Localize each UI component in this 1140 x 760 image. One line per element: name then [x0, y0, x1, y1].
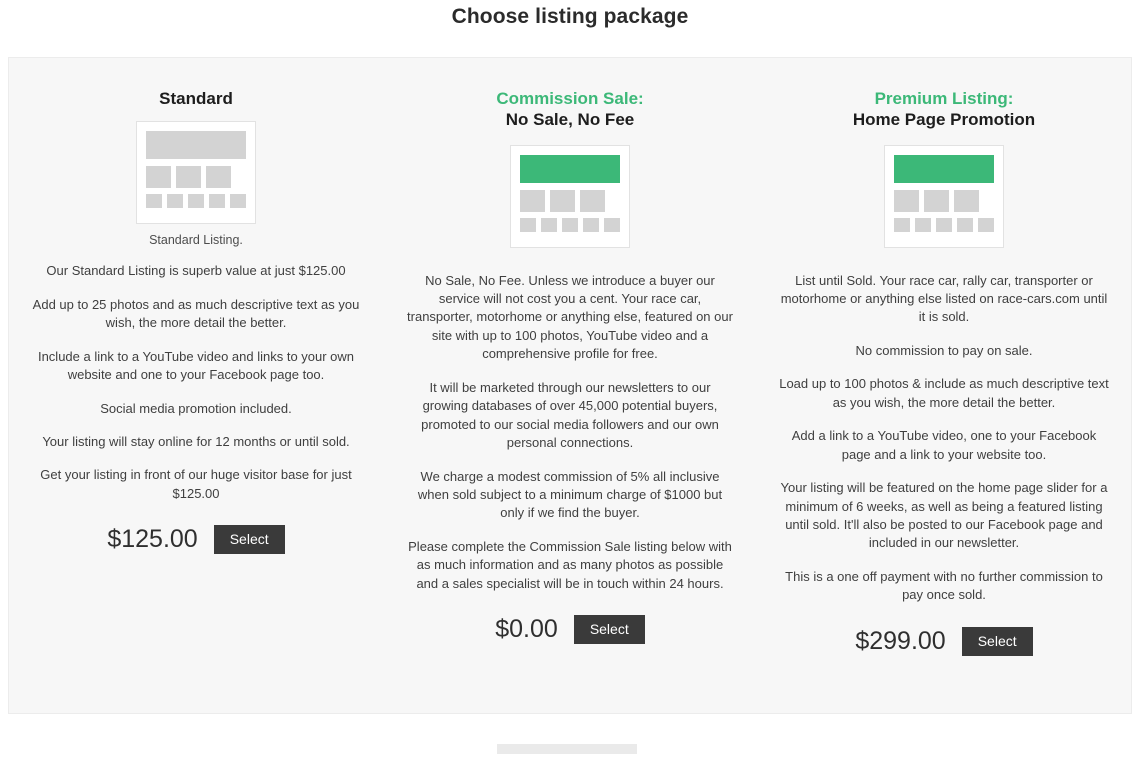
package-price-row-commission — [495, 615, 644, 644]
package-paragraph: List until Sold. Your race car, rally car, transporter or motorhome or anything else listed on race-cars.com until it is sold. — [780, 272, 1108, 325]
package-paragraph-block — [405, 272, 735, 364]
package-card-standard[interactable] — [9, 58, 383, 713]
package-paragraph-block — [31, 262, 361, 280]
package-paragraph: It will be marketed through our newsletters to our growing databases of over 45,000 potential buyers, promoted to our social media followers and our own personal connections. — [421, 379, 719, 451]
thumbnail-cell — [176, 166, 201, 188]
package-paragraph-block — [779, 427, 1109, 464]
thumbnail-cell — [604, 218, 620, 232]
package-paragraph: Get your listing in front of our huge visitor base for just $125.00 — [40, 467, 352, 501]
package-paragraph: Your listing will stay online for 12 months or until sold. — [42, 433, 350, 449]
thumbnail-cell — [936, 218, 952, 232]
package-thumbnail-wrap-premium — [884, 145, 1004, 248]
thumbnail-cell — [520, 190, 545, 212]
package-title-plain: Standard — [159, 89, 233, 108]
package-paragraph-block — [31, 348, 361, 385]
thumbnail-cell — [583, 218, 599, 232]
listing-layout-thumbnail-icon — [884, 145, 1004, 248]
package-paragraph-block — [779, 479, 1109, 553]
package-paragraph-block — [405, 468, 735, 523]
thumbnail-cell — [230, 194, 246, 208]
package-title-accent: Premium Listing: — [874, 89, 1014, 108]
thumbnail-header-bar — [146, 131, 246, 159]
package-thumbnail-wrap-standard — [136, 121, 256, 224]
thumbnail-cell — [978, 218, 994, 232]
thumbnail-cell — [146, 166, 171, 188]
thumbnail-header-bar — [894, 155, 994, 183]
package-paragraph-block — [779, 568, 1109, 605]
thumbnail-cell-highlight — [894, 218, 910, 232]
package-price-row-premium — [855, 627, 1032, 656]
thumbnail-cell-highlight — [146, 194, 162, 208]
package-title-plain: No Sale, No Fee — [505, 110, 635, 130]
package-card-commission-sale[interactable] — [383, 58, 757, 713]
thumbnail-cell — [167, 194, 183, 208]
package-title-commission-sale — [496, 88, 643, 131]
listing-layout-thumbnail-icon — [136, 121, 256, 224]
thumbnail-cell-highlight — [580, 190, 605, 212]
package-title-standard — [159, 88, 233, 109]
thumbnail-cell — [957, 218, 973, 232]
package-paragraph: We charge a modest commission of 5% all inclusive when sold subject to a minimum charge of $1000 but only if we find the buyer. — [417, 468, 723, 521]
listing-layout-thumbnail-icon — [510, 145, 630, 248]
package-price: $299.00 — [855, 626, 946, 655]
package-price: $125.00 — [107, 525, 198, 554]
package-paragraph-block — [779, 342, 1109, 360]
thumbnail-row-small — [520, 218, 620, 232]
package-paragraph: This is a one off payment with no further commission to pay once sold. — [785, 568, 1103, 603]
thumbnail-row-small — [894, 218, 994, 232]
thumbnail-row-medium — [146, 166, 246, 188]
package-paragraph: No Sale, No Fee. Unless we introduce a buyer our service will not cost you a cent. Your race car, transporter, motorhome or anything else, featured on our site with up to 100 photos, YouTube video and a comprehensive profile for free. — [407, 272, 733, 362]
footer-placeholder-strip — [497, 744, 637, 754]
package-card-premium-listing[interactable] — [757, 58, 1131, 713]
package-thumbnail-caption: Standard Listing. — [149, 233, 243, 248]
thumbnail-cell — [924, 190, 949, 212]
package-paragraph-block — [405, 379, 735, 453]
package-paragraph-block — [31, 466, 361, 503]
thumbnail-cell-highlight — [520, 218, 536, 232]
thumbnail-cell — [206, 166, 231, 188]
package-price-row-standard — [107, 525, 284, 554]
select-button-standard[interactable]: Select — [214, 525, 285, 554]
thumbnail-cell — [188, 194, 204, 208]
thumbnail-cell — [550, 190, 575, 212]
thumbnail-row-medium — [520, 190, 620, 212]
package-paragraph: Please complete the Commission Sale listing below with as much information and as many photos as possible and a sales specialist will be in touch within 24 hours. — [408, 538, 732, 591]
package-paragraph: Add up to 25 photos and as much descriptive text as you wish, the more detail the better. — [32, 296, 360, 331]
package-paragraph: Add a link to a YouTube video, one to your Facebook page and a link to your website too. — [791, 428, 1097, 462]
package-thumbnail-wrap-commission — [510, 145, 630, 248]
package-paragraph-block — [31, 433, 361, 451]
package-paragraph: Include a link to a YouTube video and links to your own website and one to your Facebook page too. — [37, 348, 355, 383]
thumbnail-cell — [209, 194, 225, 208]
package-paragraph: Social media promotion included. — [100, 400, 292, 416]
thumbnail-cell — [915, 218, 931, 232]
thumbnail-row-medium — [894, 190, 994, 212]
select-button-premium-listing[interactable]: Select — [962, 627, 1033, 656]
thumbnail-cell — [541, 218, 557, 232]
thumbnail-header-bar — [520, 155, 620, 183]
thumbnail-cell — [562, 218, 578, 232]
package-paragraph-block — [405, 538, 735, 593]
thumbnail-row-small — [146, 194, 246, 208]
package-paragraph: Load up to 100 photos & include as much descriptive text as you wish, the more detail the better. — [779, 376, 1109, 410]
package-paragraph: Your listing will be featured on the home page slider for a minimum of 6 weeks, as well as being a featured listing until sold. It'll also be posted to our Facebook page and included in our newsletter. — [780, 480, 1108, 551]
package-title-accent: Commission Sale: — [496, 89, 644, 108]
package-title-plain: Home Page Promotion — [852, 110, 1036, 130]
package-paragraph-block — [779, 272, 1109, 327]
package-title-premium-listing — [853, 88, 1035, 131]
page-title: Choose listing package — [451, 5, 689, 28]
package-paragraph: No commission to pay on sale. — [855, 342, 1033, 358]
select-button-commission-sale[interactable]: Select — [574, 615, 645, 644]
thumbnail-cell — [894, 190, 919, 212]
package-paragraph: Our Standard Listing is superb value at just $125.00 — [46, 263, 346, 279]
package-card-list — [9, 58, 1131, 713]
package-panel — [8, 57, 1132, 714]
package-paragraph-block — [31, 296, 361, 333]
page-footer-area — [0, 730, 1140, 760]
package-price: $0.00 — [495, 615, 558, 644]
thumbnail-cell-highlight — [954, 190, 979, 212]
package-paragraph-block — [779, 375, 1109, 412]
package-paragraph-block — [31, 400, 361, 418]
